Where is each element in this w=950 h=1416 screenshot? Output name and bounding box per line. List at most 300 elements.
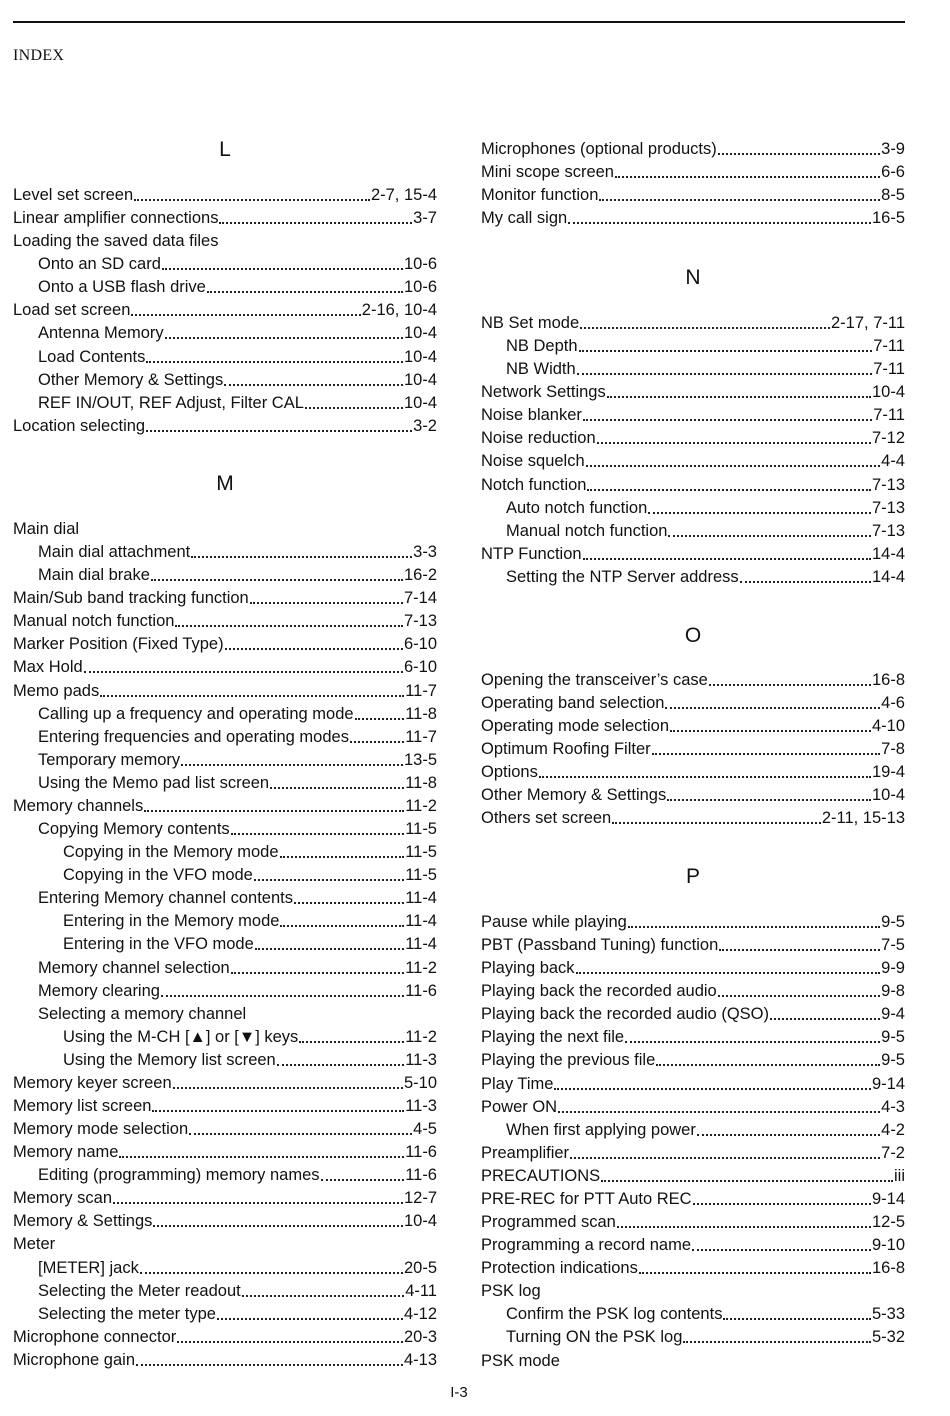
index-entry: [13, 1047, 437, 1070]
index-entry-page-ref: 4-6: [881, 694, 905, 713]
index-entry-page-ref: 11-4: [405, 935, 437, 954]
dot-leader: [173, 1087, 403, 1089]
index-entry-page-ref: 10-4: [403, 347, 437, 366]
index-entry-term: Playing the next file: [481, 1028, 625, 1047]
index-entry: [13, 1208, 437, 1231]
index-entry: [13, 701, 437, 724]
index-entry-term: NB Set mode: [481, 314, 580, 332]
dot-leader: [153, 1225, 403, 1227]
index-entry-page-ref: 9-4: [881, 1005, 905, 1024]
index-entry: [13, 274, 437, 297]
index-entry: [13, 1185, 437, 1208]
dot-leader: [161, 995, 404, 997]
index-entry: [13, 585, 437, 608]
section-letter-heading: N: [685, 266, 701, 289]
dot-leader: [254, 879, 404, 881]
index-entry: [13, 885, 437, 908]
index-entry-term: Auto notch function: [506, 498, 648, 517]
index-entry-term: PSK mode: [481, 1351, 560, 1370]
index-entry: [13, 228, 437, 251]
dot-leader: [177, 1341, 403, 1343]
index-entry-term: Memory channels: [13, 796, 144, 815]
index-entry-term: Manual notch function: [506, 521, 668, 540]
index-entry-term: Loading the saved data files: [13, 232, 219, 251]
index-entry: [481, 667, 905, 690]
index-entry: [481, 1255, 905, 1278]
index-entry-page-ref: 4-2: [881, 1120, 905, 1139]
page-header-title: INDEX: [13, 47, 65, 64]
index-entry-term: Memory keyer screen: [13, 1073, 172, 1092]
index-entry-page-ref: 11-6: [405, 1143, 437, 1162]
dot-leader: [250, 602, 403, 604]
index-entry-page-ref: 14-4: [871, 544, 905, 563]
index-entry-term: Temporary memory: [38, 750, 181, 769]
index-entry: [481, 932, 905, 955]
index-entry-page-ref: 10-6: [403, 255, 437, 274]
index-entry: [481, 759, 905, 782]
index-entry: [481, 205, 905, 228]
index-entry-term: Using the Memory list screen: [63, 1050, 276, 1069]
index-entry: [481, 472, 905, 495]
index-entry-page-ref: 4-13: [403, 1350, 437, 1369]
index-entry-term: NB Width: [506, 360, 576, 379]
dot-leader: [639, 1272, 871, 1274]
index-entry-page-ref: 11-7: [405, 681, 437, 700]
dot-leader: [136, 1364, 403, 1366]
index-entry-page-ref: 11-6: [405, 1166, 437, 1185]
dot-leader: [131, 314, 360, 316]
index-entry: [13, 367, 437, 390]
index-entry-term: NTP Function: [481, 544, 582, 563]
dot-leader: [146, 361, 403, 363]
index-entry: [481, 1278, 905, 1301]
index-entry-term: Microphones (optional products): [481, 140, 717, 158]
index-entry-term: Microphone connector: [13, 1327, 177, 1346]
index-entry-page-ref: 19-4: [871, 763, 905, 782]
index-entry-term: My call sign: [481, 209, 568, 228]
index-entry: [13, 678, 437, 701]
index-entry: [481, 402, 905, 425]
dot-leader: [242, 1295, 404, 1297]
dot-leader: [231, 972, 405, 974]
index-entry-term: Calling up a frequency and operating mode: [38, 704, 354, 723]
index-entry-page-ref: 20-3: [403, 1327, 437, 1346]
dot-leader: [697, 1134, 880, 1136]
index-entry-term: Copying in the Memory mode: [63, 843, 279, 862]
index-entry-term: Optimum Roofing Filter: [481, 740, 651, 759]
index-entry-page-ref: 4-4: [881, 452, 905, 471]
dot-leader: [219, 222, 412, 224]
index-entry: [481, 955, 905, 978]
index-entry-term: Max Hold: [13, 658, 83, 677]
index-entry-term: Manual notch function: [13, 612, 175, 631]
index-entry: [481, 1071, 905, 1094]
dot-leader: [709, 684, 871, 686]
dot-leader: [718, 153, 880, 155]
dot-leader: [299, 1041, 404, 1043]
dot-leader: [740, 581, 871, 583]
index-entry: [481, 356, 905, 379]
index-entry-page-ref: 6-6: [881, 163, 905, 182]
index-entry-page-ref: 9-8: [881, 982, 905, 1001]
index-entry-page-ref: 12-7: [403, 1189, 437, 1208]
dot-leader: [277, 1064, 404, 1066]
section-letter-heading: P: [685, 865, 700, 888]
index-entry: [481, 713, 905, 736]
index-entry-term: Other Memory & Settings: [38, 370, 224, 389]
index-entry-page-ref: 11-6: [405, 981, 437, 1000]
index-entry: [481, 518, 905, 541]
index-entry-term: Programmed scan: [481, 1213, 616, 1232]
index-entry-term: Location selecting: [13, 416, 146, 435]
index-entry-term: Pause while playing: [481, 913, 627, 931]
index-entry: [13, 1347, 437, 1370]
dot-leader: [668, 535, 871, 537]
index-entry-page-ref: 12-5: [871, 1213, 905, 1232]
dot-leader: [350, 741, 404, 743]
dot-leader: [719, 949, 880, 951]
index-entry-page-ref: 11-3: [405, 1050, 437, 1069]
dot-leader: [270, 787, 404, 789]
index-entry: [13, 816, 437, 839]
index-entry: [13, 862, 437, 885]
index-entry: [13, 1324, 437, 1347]
index-entry-term: Opening the transceiver’s case: [481, 671, 708, 689]
index-entry-term: Onto an SD card: [38, 255, 161, 274]
index-entry-term: Editing (programming) memory names: [38, 1166, 320, 1185]
index-entry-term: PBT (Passband Tuning) function: [481, 936, 719, 955]
index-entry-term: Playing back the recorded audio (QSO): [481, 1005, 769, 1024]
dot-leader: [670, 730, 871, 732]
index-entry-page-ref: 16-2: [403, 566, 437, 585]
index-entry: [13, 793, 437, 816]
dot-leader: [225, 648, 403, 650]
index-entry-page-ref: 2-17, 7-11: [831, 314, 905, 332]
dot-leader: [576, 972, 881, 974]
dot-leader: [151, 579, 403, 581]
index-entry: [481, 448, 905, 471]
index-entry-term: Meter: [13, 1235, 56, 1254]
index-entry-term: Network Settings: [481, 383, 606, 402]
index-entry-term: Marker Position (Fixed Type): [13, 635, 224, 654]
index-entry-page-ref: 11-2: [405, 1027, 437, 1046]
index-entry-page-ref: 11-8: [405, 704, 437, 723]
index-entry: [481, 1232, 905, 1255]
index-entry-term: Copying Memory contents: [38, 820, 230, 839]
index-entry-page-ref: 2-16, 10-4: [361, 301, 437, 320]
index-entry-page-ref: 20-5: [403, 1258, 437, 1277]
index-entry-term: Noise squelch: [481, 452, 585, 471]
index-entry-page-ref: 4-5: [413, 1120, 437, 1139]
index-entry-page-ref: 6-10: [403, 658, 437, 677]
index-entry: [481, 1094, 905, 1117]
index-entry-term: Other Memory & Settings: [481, 786, 667, 805]
dot-leader: [554, 1088, 871, 1090]
index-entry-term: Noise reduction: [481, 429, 596, 448]
index-entry-term: When first applying power: [506, 1120, 696, 1139]
index-entry-term: PSK log: [481, 1282, 541, 1301]
index-entry-page-ref: 7-12: [871, 429, 905, 448]
index-entry-page-ref: 9-5: [881, 1051, 905, 1070]
index-entry: [13, 562, 437, 585]
index-entry-page-ref: 11-8: [405, 773, 437, 792]
index-entry-page-ref: 11-2: [405, 796, 437, 815]
dot-leader: [770, 1018, 880, 1020]
dot-leader: [191, 556, 412, 558]
index-entry-page-ref: 11-4: [405, 912, 437, 931]
dot-leader: [615, 176, 880, 178]
index-entry-page-ref: 7-13: [403, 612, 437, 631]
index-entry-term: Preamplifier: [481, 1143, 570, 1162]
index-entry: [481, 1140, 905, 1163]
index-entry-page-ref: 3-3: [413, 543, 437, 562]
index-entry-term: Level set screen: [13, 186, 134, 204]
index-entry: [481, 310, 905, 333]
index-entry-term: Options: [481, 763, 538, 782]
index-entry-page-ref: 5-32: [871, 1328, 905, 1347]
index-entry: [13, 539, 437, 562]
index-entry-page-ref: 10-6: [403, 278, 437, 297]
index-entry-page-ref: 9-10: [871, 1236, 905, 1255]
dot-leader: [580, 327, 830, 329]
dot-leader: [583, 558, 871, 560]
dot-leader: [140, 1272, 403, 1274]
index-entry-term: Memory & Settings: [13, 1212, 153, 1231]
dot-leader: [628, 926, 880, 928]
index-entry-page-ref: 7-13: [871, 498, 905, 517]
index-entry-term: [METER] jack: [38, 1258, 139, 1277]
index-entry: [481, 1324, 905, 1347]
dot-leader: [305, 407, 403, 409]
dot-leader: [601, 1180, 893, 1182]
index-entry-page-ref: 6-10: [403, 635, 437, 654]
index-entry: [481, 564, 905, 587]
index-entry: [481, 1348, 905, 1371]
dot-leader: [152, 1110, 404, 1112]
index-entry-page-ref: 7-13: [871, 521, 905, 540]
index-entry-term: Onto a USB flash drive: [38, 278, 206, 297]
index-entry-term: Others set screen: [481, 809, 612, 828]
dot-leader: [321, 1179, 405, 1181]
index-entry-page-ref: 3-2: [413, 416, 437, 435]
index-entry: [13, 908, 437, 931]
index-entry-term: Play Time: [481, 1074, 554, 1093]
dot-leader: [119, 1156, 404, 1158]
index-entry-page-ref: 11-4: [405, 889, 437, 908]
index-entry-term: Memory list screen: [13, 1097, 152, 1115]
dot-leader: [586, 465, 881, 467]
index-entry-term: Playing the previous file: [481, 1051, 656, 1070]
index-entry-page-ref: 11-3: [405, 1097, 437, 1115]
index-entry-page-ref: 9-5: [881, 1028, 905, 1047]
index-entry-term: Selecting the meter type: [38, 1304, 216, 1323]
index-entry-page-ref: 4-11: [405, 1281, 437, 1300]
index-entry-page-ref: 10-4: [871, 786, 905, 805]
index-entry-term: Main dial: [13, 520, 80, 538]
index-entry-page-ref: 11-5: [405, 843, 437, 862]
index-entry: [13, 1070, 437, 1093]
dot-leader: [231, 833, 405, 835]
dot-leader: [718, 995, 880, 997]
index-entry: [481, 1047, 905, 1070]
index-entry: [13, 205, 437, 228]
dot-leader: [625, 1041, 880, 1043]
index-entry-page-ref: 13-5: [403, 750, 437, 769]
index-entry: [481, 159, 905, 182]
index-entry: [13, 1024, 437, 1047]
index-entry-page-ref: 14-4: [871, 567, 905, 586]
index-entry: [13, 516, 437, 539]
dot-leader: [723, 1318, 871, 1320]
index-entry-page-ref: 16-8: [871, 671, 905, 689]
dot-leader: [175, 625, 403, 627]
dot-leader: [207, 291, 403, 293]
index-entry-term: Using the Memo pad list screen: [38, 773, 270, 792]
dot-leader: [539, 776, 871, 778]
index-entry: [481, 909, 905, 932]
dot-leader: [612, 822, 821, 824]
index-entry-page-ref: 4-10: [871, 717, 905, 736]
index-entry-term: Memory clearing: [38, 981, 160, 1000]
index-entry-term: Load set screen: [13, 301, 131, 320]
index-entry: [13, 1116, 437, 1139]
index-entry: [13, 251, 437, 274]
dot-leader: [568, 222, 871, 224]
index-entry-term: Selecting a memory channel: [38, 1004, 247, 1023]
index-entry-term: Operating band selection: [481, 694, 665, 713]
dot-leader: [665, 707, 880, 709]
index-entry-term: Setting the NTP Server address: [506, 567, 739, 586]
dot-leader: [667, 799, 871, 801]
dot-leader: [607, 396, 871, 398]
index-entry: [481, 379, 905, 402]
index-entry-term: Protection indications: [481, 1259, 638, 1278]
index-entry-page-ref: 16-5: [871, 209, 905, 228]
index-entry-term: Memory channel selection: [38, 958, 230, 977]
dot-leader: [583, 419, 872, 421]
index-entry-page-ref: 7-11: [873, 337, 905, 356]
index-entry: [13, 413, 437, 436]
index-entry-page-ref: 10-4: [403, 324, 437, 343]
index-entry-term: Microphone gain: [13, 1350, 135, 1369]
index-entry-page-ref: 7-11: [873, 360, 905, 379]
index-entry-term: Selecting the Meter readout: [38, 1281, 241, 1300]
index-entry-page-ref: 11-5: [405, 866, 437, 885]
index-entry: [481, 182, 905, 205]
index-entry: [13, 320, 437, 343]
index-entry: [481, 782, 905, 805]
index-entry-page-ref: 11-2: [405, 958, 437, 977]
dot-leader: [355, 718, 405, 720]
index-entry: [481, 690, 905, 713]
dot-leader: [165, 337, 403, 339]
index-entry: [481, 495, 905, 518]
index-entry-term: Operating mode selection: [481, 717, 670, 736]
index-entry: [481, 1186, 905, 1209]
index-entry: [13, 1278, 437, 1301]
index-entry-term: Mini scope screen: [481, 163, 614, 182]
index-entry: [481, 1209, 905, 1232]
index-entry-page-ref: 11-7: [405, 727, 437, 746]
index-entry-term: Memory scan: [13, 1189, 113, 1208]
dot-leader: [587, 489, 870, 491]
index-entry: [13, 1231, 437, 1254]
dot-leader: [280, 856, 405, 858]
index-entry: [13, 978, 437, 1001]
index-entry-page-ref: 2-11, 15-13: [821, 809, 905, 828]
index-entry-term: Memo pads: [13, 681, 100, 700]
dot-leader: [144, 810, 404, 812]
index-entry-page-ref: 8-5: [881, 186, 905, 205]
dot-leader: [579, 350, 873, 352]
index-entry-term: Playing back the recorded audio: [481, 982, 717, 1001]
index-entry: [481, 1301, 905, 1324]
section-letter-heading: M: [216, 472, 234, 495]
index-entry: [13, 390, 437, 413]
index-entry-term: Main dial brake: [38, 566, 150, 585]
index-entry-page-ref: 5-33: [871, 1305, 905, 1324]
index-entry-term: Main/Sub band tracking function: [13, 589, 249, 608]
index-entry-page-ref: 7-11: [873, 406, 905, 425]
dot-leader: [255, 948, 404, 950]
index-entry: [481, 425, 905, 448]
index-entry: [13, 1301, 437, 1324]
index-entry-page-ref: 3-7: [413, 209, 437, 228]
index-entry: [481, 1163, 905, 1186]
index-entry: [481, 333, 905, 356]
index-entry-term: Confirm the PSK log contents: [506, 1305, 723, 1324]
dot-leader: [294, 902, 404, 904]
index-entry-term: Using the M-CH [▲] or [▼] keys: [63, 1027, 299, 1046]
index-entry: [13, 1162, 437, 1185]
index-entry-page-ref: 3-9: [881, 140, 905, 158]
index-entry-page-ref: 9-9: [881, 959, 905, 978]
dot-leader: [558, 1111, 880, 1113]
dot-leader: [656, 1064, 880, 1066]
index-entry-page-ref: 10-4: [403, 393, 437, 412]
index-entry-term: REF IN/OUT, REF Adjust, Filter CAL: [38, 393, 304, 412]
index-entry: [13, 1093, 437, 1116]
index-entry-term: PRECAUTIONS: [481, 1166, 601, 1185]
index-entry-page-ref: 4-12: [403, 1304, 437, 1323]
index-entry: [13, 297, 437, 320]
dot-leader: [217, 1318, 403, 1320]
index-entry-page-ref: 10-4: [871, 383, 905, 402]
index-entry: [13, 724, 437, 747]
index-entry-page-ref: 9-14: [871, 1074, 905, 1093]
dot-leader: [113, 1202, 403, 1204]
index-entry-term: Copying in the VFO mode: [63, 866, 253, 885]
dot-leader: [577, 373, 873, 375]
index-entry-page-ref: 4-3: [881, 1097, 905, 1116]
index-entry-page-ref: 7-8: [881, 740, 905, 759]
index-entry-page-ref: 10-4: [403, 1212, 437, 1231]
index-entry: [13, 1001, 437, 1024]
dot-leader: [617, 1226, 871, 1228]
index-entry-term: Entering in the Memory mode: [63, 912, 280, 931]
dot-leader: [84, 671, 403, 673]
index-entry: [481, 1117, 905, 1140]
index-entry-page-ref: iii: [894, 1166, 905, 1185]
index-entry-term: Power ON: [481, 1097, 558, 1116]
index-entry-page-ref: 5-10: [403, 1073, 437, 1092]
index-entry-term: Turning ON the PSK log: [506, 1328, 683, 1347]
index-entry-term: Playing back: [481, 959, 575, 978]
index-entry-term: Entering frequencies and operating modes: [38, 727, 349, 746]
index-entry: [13, 608, 437, 631]
index-entry: [13, 955, 437, 978]
index-entry-term: Load Contents: [38, 347, 146, 366]
